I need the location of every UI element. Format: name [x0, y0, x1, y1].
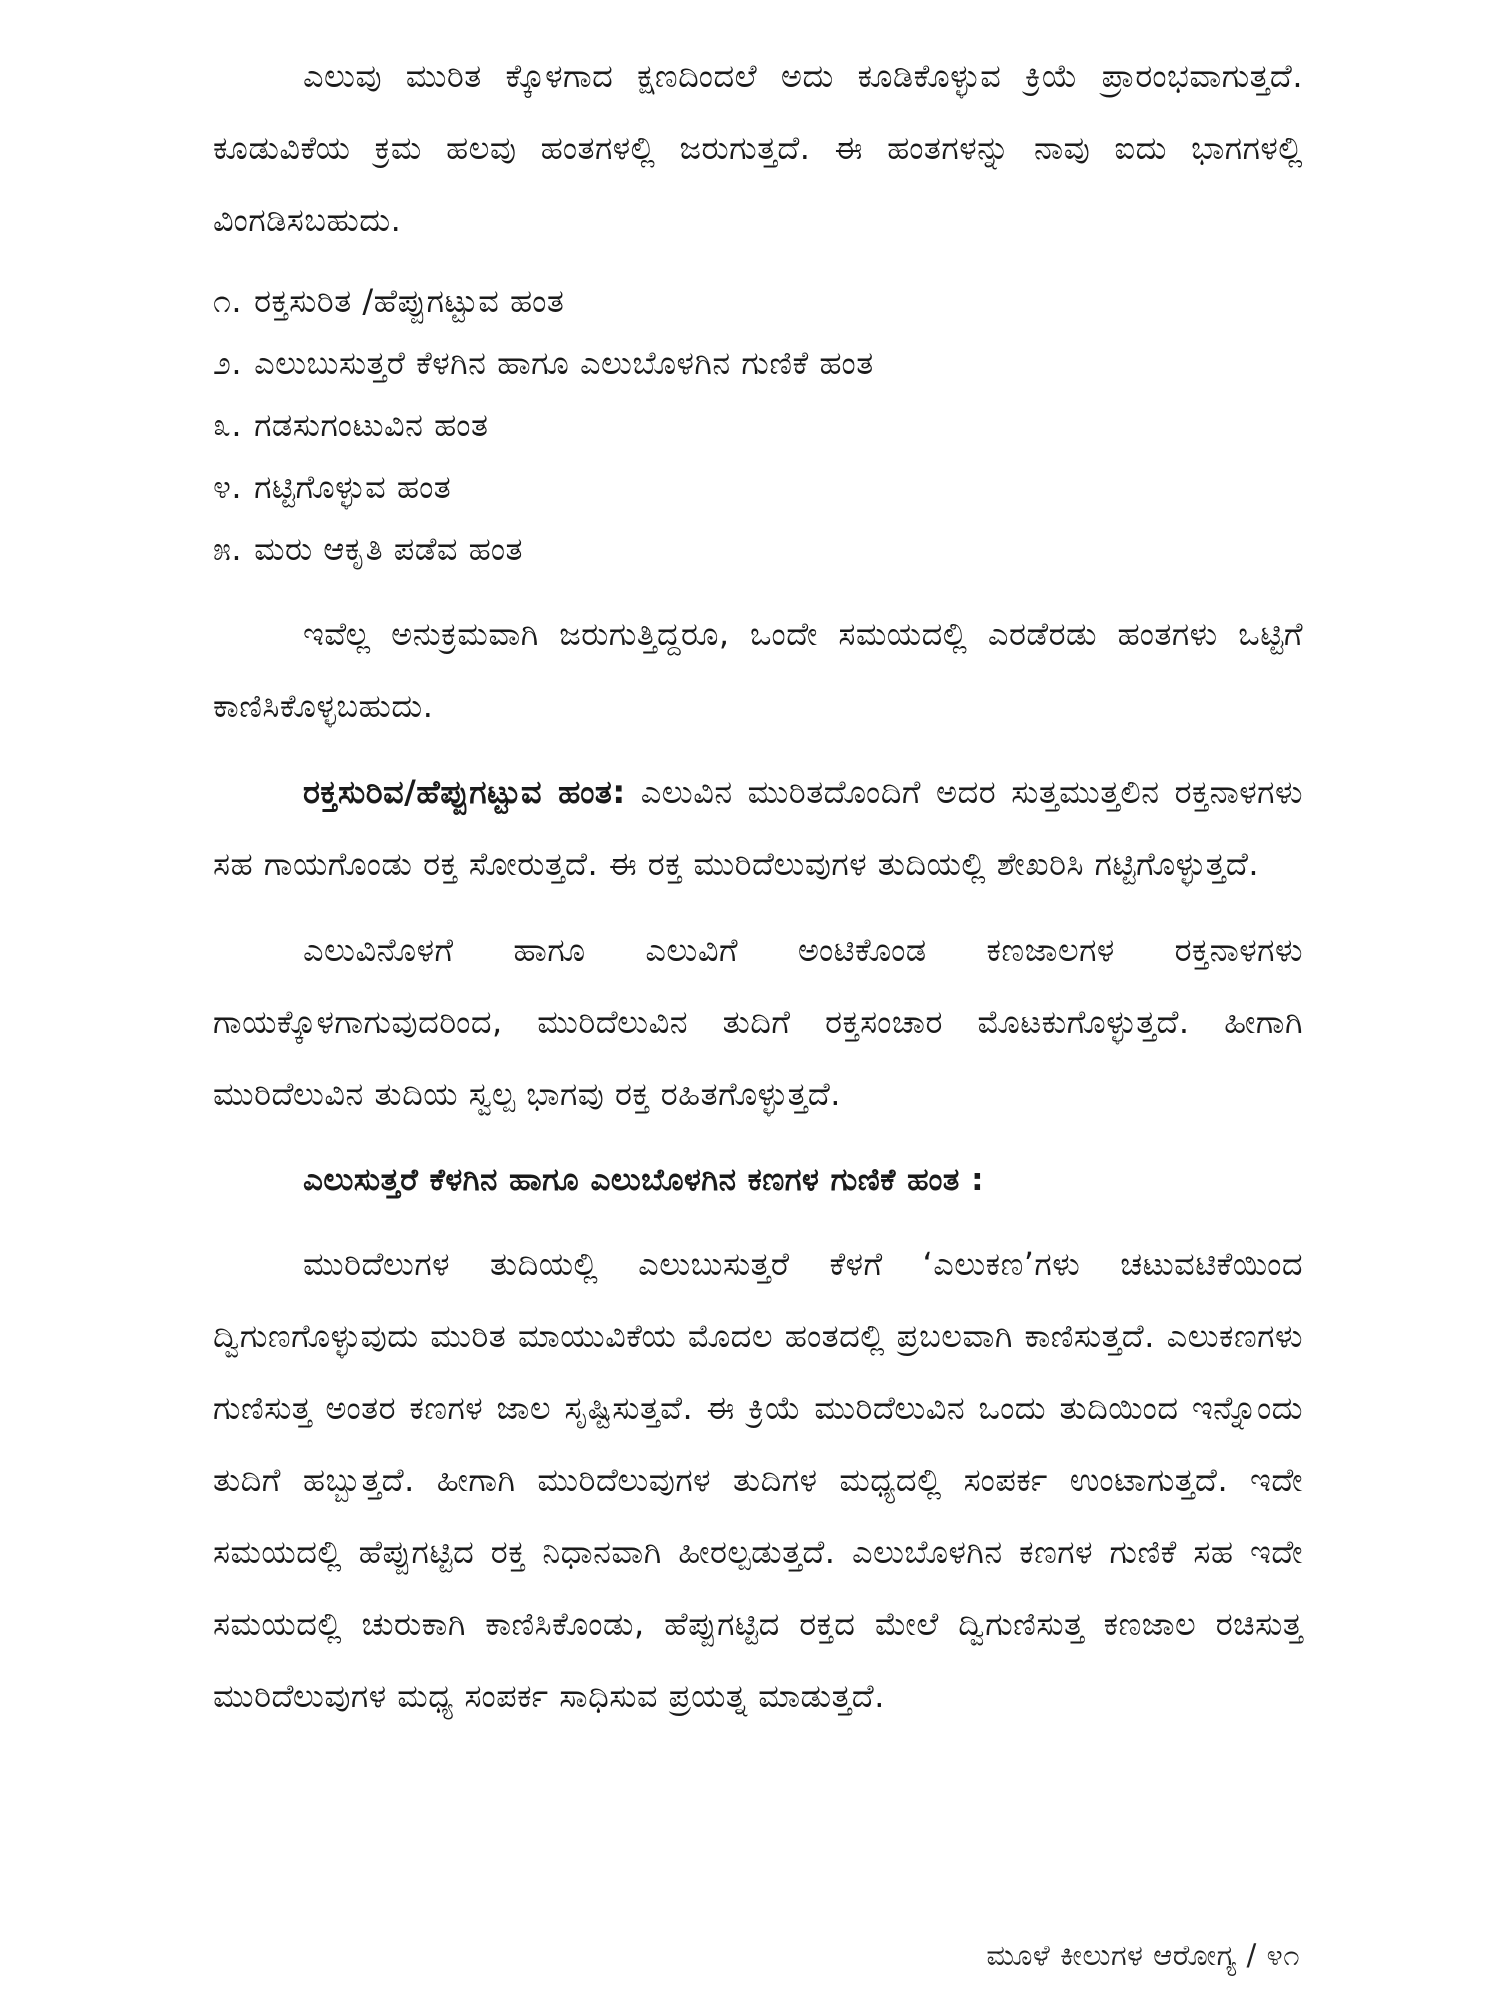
bleeding-stage-paragraph — [213, 756, 1303, 900]
vessels-paragraph: ಎಲುವಿನೊಳಗೆ ಹಾಗೂ ಎಲುವಿಗೆ ಅಂಟಿಕೊಂಡ ಕಣಜಾಲಗಳ ರಕ್ತನಾಳಗಳು ಗಾಯಕ್ಕೊಳಗಾಗುವುದರಿಂದ, ಮುರಿದೆಲುವಿನ ತುದಿಗೆ ರಕ್ತಸಂಚಾರ ಮೊಟಕುಗೊಳ್ಳುತ್ತದೆ. ಹೀಗಾಗಿ ಮುರಿದೆಲುವಿನ ತುದಿಯ ಸ್ವಲ್ಪ ಭಾಗವು ರಕ್ತ ರಹಿತಗೊಳ್ಳುತ್ತದೆ. — [213, 931, 1303, 1113]
list-item — [213, 518, 1303, 580]
list-item — [213, 270, 1303, 332]
list-item-text: ಗಡಸುಗಂಟುವಿನ ಹಂತ — [254, 406, 489, 444]
list-item — [213, 332, 1303, 394]
list-item — [213, 394, 1303, 456]
bleeding-stage-heading: ರಕ್ತಸುರಿವ/ಹೆಪ್ಪುಗಟ್ಟುವ ಹಂತ: — [303, 773, 626, 811]
bleeding-stage-text: ಎಲುವಿನ ಮುರಿತದೊಂದಿಗೆ ಅದರ ಸುತ್ತಮುತ್ತಲಿನ ರಕ್ತನಾಳಗಳು ಸಹ ಗಾಯಗೊಂಡು ರಕ್ತ ಸೋರುತ್ತದೆ. ಈ ರಕ್ತ ಮುರಿದೆಲುವುಗಳ ತುದಿಯಲ್ಲಿ ಶೇಖರಿಸಿ ಗಟ್ಟಿಗೊಳ್ಳುತ್ತದೆ. — [213, 773, 1303, 883]
list-item-text: ಗಟ್ಟಿಗೊಳ್ಳುವ ಹಂತ — [254, 468, 452, 506]
stages-list — [213, 270, 1303, 580]
list-item-number: ೨. — [213, 344, 243, 382]
running-footer: ಮೂಳೆ ಕೀಲುಗಳ ಆರೋಗ್ಯ / ೪೧ — [986, 1938, 1300, 1972]
list-item — [213, 456, 1303, 518]
list-item-number: ೩. — [213, 406, 243, 444]
list-item-text: ರಕ್ತಸುರಿತ /ಹೆಪ್ಪುಗಟ್ಟುವ ಹಂತ — [254, 282, 565, 320]
intro-paragraph: ಎಲುವು ಮುರಿತ ಕ್ಕೊಳಗಾದ ಕ್ಷಣದಿಂದಲೆ ಅದು ಕೂಡಿಕೊಳ್ಳುವ ಕ್ರಿಯೆ ಪ್ರಾರಂಭವಾಗುತ್ತದೆ. ಕೂಡುವಿಕೆಯ ಕ್ರಮ ಹಲವು ಹಂತಗಳಲ್ಲಿ ಜರುಗುತ್ತದೆ. ಈ ಹಂತಗಳನ್ನು ನಾವು ಐದು ಭಾಗಗಳಲ್ಲಿ ವಿಂಗಡಿಸಬಹುದು. — [213, 57, 1303, 239]
multiplication-paragraph: ಮುರಿದೆಲುಗಳ ತುದಿಯಲ್ಲಿ ಎಲುಬುಸುತ್ತರೆ ಕೆಳಗೆ ‘ಎಲುಕಣ’ಗಳು ಚಟುವಟಿಕೆಯಿಂದ ದ್ವಿಗುಣಗೊಳ್ಳುವುದು ಮುರಿತ ಮಾಯುವಿಕೆಯ ಮೊದಲ ಹಂತದಲ್ಲಿ ಪ್ರಬಲವಾಗಿ ಕಾಣಿಸುತ್ತದೆ. ಎಲುಕಣಗಳು ಗುಣಿಸುತ್ತ ಅಂತರ ಕಣಗಳ ಜಾಲ ಸೃಷ್ಟಿಸುತ್ತವೆ. ಈ ಕ್ರಿಯೆ ಮುರಿದೆಲುವಿನ ಒಂದು ತುದಿಯಿಂದ ಇನ್ನೊಂದು ತುದಿಗೆ ಹಬ್ಬುತ್ತದೆ. ಹೀಗಾಗಿ ಮುರಿದೆಲುವುಗಳ ತುದಿಗಳ ಮಧ್ಯದಲ್ಲಿ ಸಂಪರ್ಕ ಉಂಟಾಗುತ್ತದೆ. ಇದೇ ಸಮಯದಲ್ಲಿ ಹೆಪ್ಪುಗಟ್ಟಿದ ರಕ್ತ ನಿಧಾನವಾಗಿ ಹೀರಲ್ಪಡುತ್ತದೆ. ಎಲುಬೊಳಗಿನ ಕಣಗಳ ಗುಣಿಕೆ ಸಹ ಇದೇ ಸಮಯದಲ್ಲಿ ಚುರುಕಾಗಿ ಕಾಣಿಸಿಕೊಂಡು, ಹೆಪ್ಪುಗಟ್ಟಿದ ರಕ್ತದ ಮೇಲೆ ದ್ವಿಗುಣಿಸುತ್ತ ಕಣಜಾಲ ರಚಿಸುತ್ತ ಮುರಿದೆಲುವುಗಳ ಮಧ್ಯ ಸಂಪರ್ಕ ಸಾಧಿಸುವ ಪ್ರಯತ್ನ ಮಾಡುತ್ತದೆ. — [213, 1245, 1303, 1715]
sequence-paragraph: ಇವೆಲ್ಲ ಅನುಕ್ರಮವಾಗಿ ಜರುಗುತ್ತಿದ್ದರೂ, ಒಂದೇ ಸಮಯದಲ್ಲಿ ಎರಡೆರಡು ಹಂತಗಳು ಒಟ್ಟಿಗೆ ಕಾಣಿಸಿಕೊಳ್ಳಬಹುದು. — [213, 615, 1303, 725]
list-item-number: ೪. — [213, 468, 243, 506]
section-heading: ಎಲುಸುತ್ತರೆ ಕೆಳಗಿನ ಹಾಗೂ ಎಲುಬೊಳಗಿನ ಕಣಗಳ ಗುಣಿಕೆ ಹಂತ : — [303, 1162, 985, 1198]
list-item-number: ೧. — [213, 282, 243, 320]
page-body — [213, 40, 1303, 1746]
list-item-number: ೫. — [213, 530, 243, 568]
list-item-text: ಮರು ಆಕೃತಿ ಪಡೆವ ಹಂತ — [254, 530, 523, 568]
list-item-text: ಎಲುಬುಸುತ್ತರೆ ಕೆಳಗಿನ ಹಾಗೂ ಎಲುಬೊಳಗಿನ ಗುಣಿಕೆ ಹಂತ — [254, 344, 874, 382]
